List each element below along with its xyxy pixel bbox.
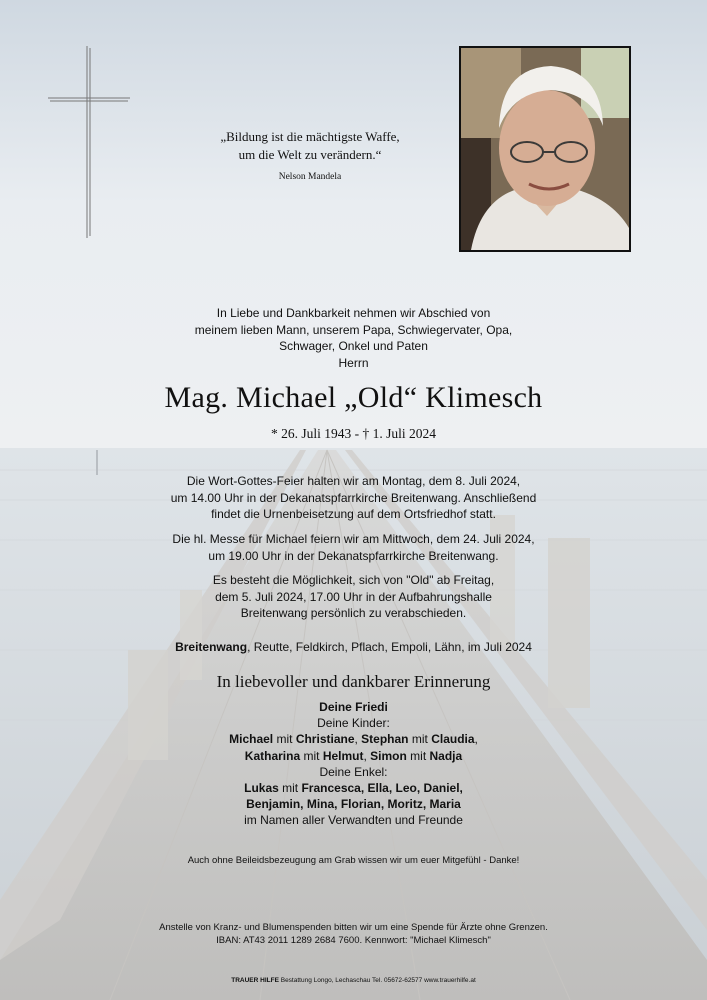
intro-line: In Liebe und Dankbarkeit nehmen wir Abschied von xyxy=(216,306,491,320)
connector: mit xyxy=(408,732,432,747)
children-label: Deine Kinder: xyxy=(317,716,390,731)
ceremony-line: findet die Urnenbeisetzung auf dem Ortsfriedhof statt. xyxy=(211,507,496,521)
quote-line: um die Welt zu verändern.“ xyxy=(238,147,382,162)
name-bold: Katharina xyxy=(244,748,301,763)
thanks-line: Auch ohne Beileidsbezeugung am Grab wissen wir um euer Mitgefühl - Danke! xyxy=(187,855,520,866)
place-date-line xyxy=(80,639,627,655)
portrait-photo-icon xyxy=(461,48,629,250)
connector: mit xyxy=(300,748,323,763)
name-bold: Helmut xyxy=(322,748,364,763)
farewell-line: Breitenwang persönlich zu verabschieden. xyxy=(240,606,467,620)
ceremony-text xyxy=(80,473,627,523)
deceased-name: Mag. Michael „Old“ Klimesch xyxy=(164,381,543,414)
connector: mit xyxy=(406,748,430,763)
children-line-1 xyxy=(100,731,607,747)
donation-line: Anstelle von Kranz- und Blumenspenden bitten wir um eine Spende für Ärzte ohne Grenzen. xyxy=(159,922,548,933)
connector: mit xyxy=(278,781,302,796)
relatives-line: im Namen aller Verwandten und Freunde xyxy=(244,813,463,828)
name-bold: Stephan xyxy=(361,732,409,747)
memory-heading: In liebevoller und dankbarer Erinnerung xyxy=(216,672,491,691)
quote-line: „Bildung ist die mächtigste Waffe, xyxy=(220,129,400,144)
mass-line: Die hl. Messe für Michael feiern wir am Mittwoch, dem 24. Juli 2024, xyxy=(172,532,535,546)
quote-author: Nelson Mandela xyxy=(278,172,342,182)
footer-credit xyxy=(80,976,627,985)
name-bold: Nadja xyxy=(429,748,463,763)
footer-rest: Bestattung Longo, Lechaschau Tel. 05672-62577 www.trauerhilfe.at xyxy=(278,977,476,984)
farewell-line: dem 5. Juli 2024, 17.00 Uhr in der Aufbahrungshalle xyxy=(215,589,492,604)
farewell-text xyxy=(80,572,627,622)
intro-line: Herrn xyxy=(338,355,369,370)
place-main: Breitenwang xyxy=(175,640,248,654)
connector: , xyxy=(363,748,371,763)
intro-line: Schwager, Onkel und Paten xyxy=(279,339,428,353)
name-bold: Lukas xyxy=(244,781,279,796)
footer-brand: TRAUER HILFE xyxy=(231,977,279,984)
family-list xyxy=(100,699,607,829)
mass-text xyxy=(80,531,627,564)
ceremony-line: Die Wort-Gottes-Feier halten wir am Montag, dem 8. Juli 2024, xyxy=(186,474,521,488)
name-bold: Claudia xyxy=(431,732,475,747)
portrait-photo xyxy=(459,46,631,252)
wife-name: Deine Friedi xyxy=(319,700,388,714)
name-bold: Francesca, Ella, Leo, Daniel, xyxy=(301,781,463,796)
connector: , xyxy=(474,732,478,747)
grandchildren-line-1 xyxy=(100,780,607,796)
farewell-line: Es besteht die Möglichkeit, sich von "Old" ab Freitag, xyxy=(212,573,495,587)
name-bold: Michael xyxy=(229,732,274,747)
cross-icon xyxy=(48,46,132,240)
connector: , xyxy=(354,732,362,747)
quote-block xyxy=(180,128,440,186)
grandchildren-line-2: Benjamin, Mina, Florian, Moritz, Maria xyxy=(246,797,461,812)
mass-line: um 19.00 Uhr in der Dekanatspfarrkirche Breitenwang. xyxy=(208,548,499,563)
children-line-2 xyxy=(100,748,607,764)
connector: mit xyxy=(273,732,296,747)
place-rest: , Reutte, Feldkirch, Pflach, Empoli, Lähn, im Juli 2024 xyxy=(247,640,532,654)
intro-line: meinem lieben Mann, unserem Papa, Schwiegervater, Opa, xyxy=(194,322,513,337)
ceremony-line: um 14.00 Uhr in der Dekanatspfarrkirche Breitenwang. Anschließend xyxy=(170,490,537,505)
intro-text xyxy=(120,305,587,371)
name-bold: Simon xyxy=(370,748,407,763)
donation-line: IBAN: AT43 2011 1289 2684 7600. Kennwort: "Michael Klimesch" xyxy=(216,935,491,946)
name-bold: Christiane xyxy=(295,732,355,747)
donation-text xyxy=(80,921,627,947)
grandchildren-label: Deine Enkel: xyxy=(319,764,388,779)
life-dates: * 26. Juli 1943 - † 1. Juli 2024 xyxy=(270,426,436,441)
